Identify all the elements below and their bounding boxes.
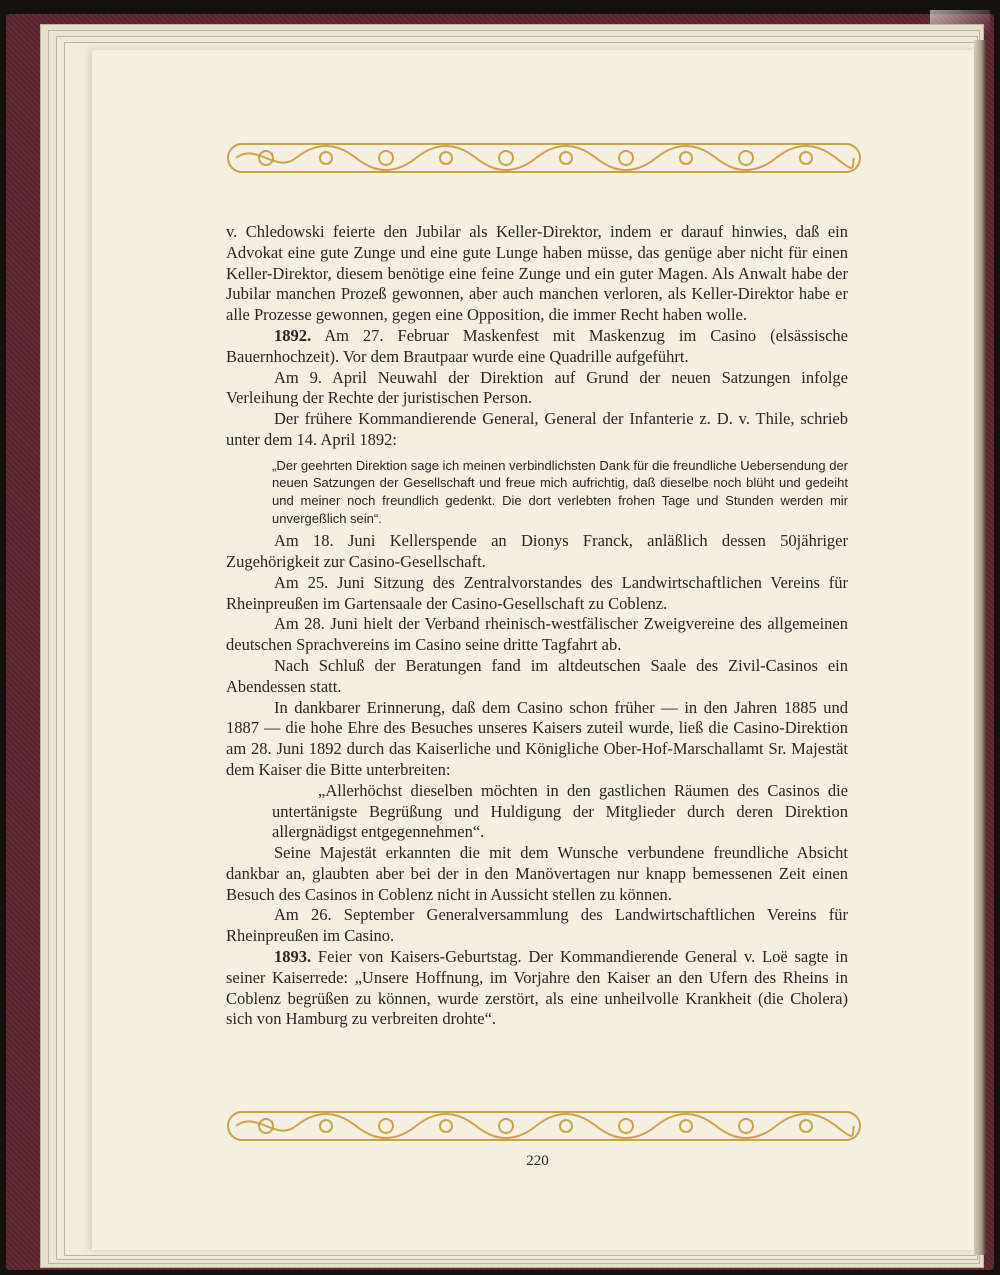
paragraph: v. Chledowski feierte den Jubilar als Keller-Direktor, indem er darauf hinwies, daß ein Advokat eine gute Zunge und eine gute Lunge haben müsse, das genüge aber nicht für einen Keller-Direktor, diesem benötige eine feine Zunge und ein guter Magen. Als Anwalt habe der Jubilar manchen Prozeß gewonnen, aber auch manchen verloren, als Keller-Direktor habe er alle Prozesse gewonnen, gegen eine Opposition, die immer Recht haben wolle.: [226, 222, 848, 325]
paragraph: Am 25. Juni Sitzung des Zentralvorstandes des Landwirtschaftlichen Vereins für Rheinpreußen im Gartensaale der Casino-Gesellschaft zu Coblenz.: [226, 572, 848, 613]
paragraph: Am 18. Juni Kellerspende an Dionys Franck, anläßlich dessen 50jähriger Zugehörigkeit zur Casino-Gesellschaft.: [226, 531, 848, 571]
ornament-border-bottom: [226, 1108, 862, 1144]
paragraph: Der frühere Kommandierende General, General der Infanterie z. D. v. Thile, schrieb unter dem 14. April 1892:: [226, 409, 848, 449]
quote-text: „Der geehrten Direktion sage ich meinen verbindlichsten Dank für die freundliche Uebersendung der neuen Satzungen der Gesellschaft und freue mich aufrichtig, daß dieselbe noch blüht und gedeiht und meiner noch freundlich gedenkt. Die dort verlebten frohen Tage und Stunden werden mir unvergeßlich sein“.: [272, 457, 848, 526]
year-heading: 1892.: [274, 325, 312, 345]
letter-quote: [272, 457, 848, 527]
paragraph: Seine Majestät erkannten die mit dem Wunsche verbundene freundliche Absicht dankbar an, glaubten aber bei der in den Manövertagen nur knapp bemessenen Zeit einen Besuch des Casinos in Coblenz nicht in Aussicht stellen zu können.: [226, 843, 848, 904]
page-body-text: [226, 222, 848, 1030]
paragraph: 1892. Am 27. Februar Maskenfest mit Maskenzug im Casino (elsässische Bauernhochzeit). Vor dem Brautpaar wurde eine Quadrille aufgeführt.: [226, 325, 848, 366]
request-quote: [272, 781, 848, 843]
year-heading: 1893.: [274, 947, 312, 967]
paragraph: Am 28. Juni hielt der Verband rheinisch-westfälischer Zweigvereine des allgemeinen deutschen Sprachvereins im Casino seine dritte Tagfahrt ab.: [226, 614, 848, 655]
page-fore-edge: [974, 40, 986, 1255]
paragraph: 1893. Feier von Kaisers-Geburtstag. Der Kommandierende General v. Loë sagte in seiner Kaiserrede: „Unsere Hoffnung, im Vorjahre den Kaiser an den Ufern des Rheins in Coblenz begrüßen zu können, wurde zerstört, als eine unheilvolle Krankheit (die Cholera) sich von Hamburg zu verbreiten drohte“.: [226, 947, 848, 1029]
paragraph: Am 9. April Neuwahl der Direktion auf Grund der neuen Satzungen infolge Verleihung der Rechte der juristischen Person.: [226, 367, 848, 408]
paragraph: Am 26. September Generalversammlung des Landwirtschaftlichen Vereins für Rheinpreußen im Casino.: [226, 905, 848, 946]
paragraph: In dankbarer Erinnerung, daß dem Casino schon früher — in den Jahren 1885 und 1887 — die hohe Ehre des Besuches unseres Kaisers zuteil wurde, ließ die Casino-Direktion am 28. Juni 1892 durch das Kaiserliche und Königliche Ober-Hof-Marschallamt Sr. Majestät dem Kaiser die Bitte unterbreiten:: [226, 697, 848, 779]
paragraph: Nach Schluß der Beratungen fand im altdeutschen Saale des Zivil-Casinos ein Abendessen statt.: [226, 655, 848, 696]
page-number: 220: [526, 1153, 549, 1169]
ornament-border-top: [226, 140, 862, 176]
quote-text: „Allerhöchst dieselben möchten in den gastlichen Räumen des Casinos die untertänigste Begrüßung und Huldigung der Mitglieder durch deren Direktion allergnädigst entgegennehmen“.: [272, 780, 848, 842]
